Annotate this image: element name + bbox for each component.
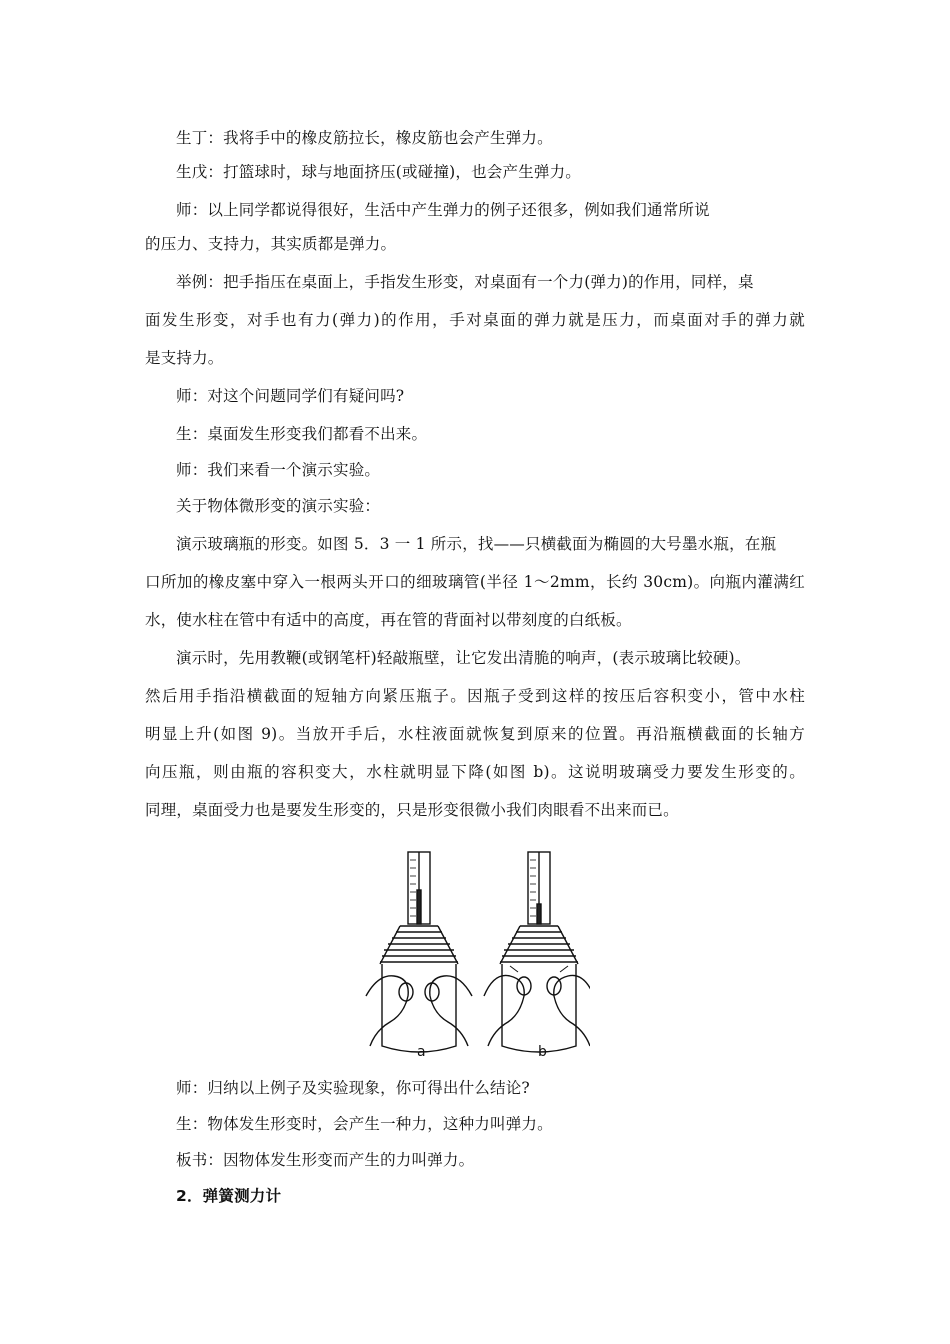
bottle-a-drawing [366,852,472,1052]
figure-label-b: b [538,1044,547,1060]
paragraph-example-line2: 面发生形变，对手也有力(弹力)的作用，手对桌面的弹力就是压力，而桌面对手的弹力就 [145,311,805,329]
section-heading: 2．弹簧测力计 [176,1187,282,1205]
paragraph-bottle-line2: 口所加的橡皮塞中穿入一根两头开口的细玻璃管(半径 1～2mm，长约 30cm)。向瓶内灌满红 [145,573,805,591]
paragraph-procedure-line3: 明显上升(如图 9)。当放开手后，水柱液面就恢复到原来的位置。再沿瓶横截面的长轴方 [145,725,805,743]
paragraph-student-answer: 生：桌面发生形变我们都看不出来。 [176,425,428,443]
paragraph-example-line1: 举例：把手指压在桌面上，手指发生形变，对桌面有一个力(弹力)的作用，同样，桌 [176,273,754,291]
bottle-b-drawing [484,852,590,1052]
paragraph-example-line3: 是支持力。 [145,349,224,367]
paragraph-demo-title: 关于物体微形变的演示实验： [176,497,381,515]
bottle-deformation-figure [360,846,590,1064]
paragraph-teacher-summary: 师：归纳以上例子及实验现象，你可得出什么结论? [176,1079,530,1097]
paragraph-student-conclusion: 生：物体发生形变时，会产生一种力，这种力叫弹力。 [176,1115,553,1133]
paragraph-board-writing: 板书：因物体发生形变而产生的力叫弹力。 [176,1151,475,1169]
paragraph-procedure-line2: 然后用手指沿横截面的短轴方向紧压瓶子。因瓶子受到这样的按压后容积变小，管中水柱 [145,687,805,705]
bottle-illustration [360,846,590,1064]
paragraph-procedure-line5: 同理，桌面受力也是要发生形变的，只是形变很微小我们肉眼看不出来而已。 [145,801,679,819]
paragraph-bottle-line3: 水，使水柱在管中有适中的高度，再在管的背面衬以带刻度的白纸板。 [145,611,632,629]
paragraph-procedure-line4: 向压瓶，则由瓶的容积变大，水柱就明显下降(如图 b)。这说明玻璃受力要发生形变的。 [145,763,805,781]
paragraph-procedure-line1: 演示时，先用教鞭(或钢笔杆)轻敲瓶壁，让它发出清脆的响声，(表示玻璃比较硬)。 [176,649,751,667]
paragraph-teacher-demo: 师：我们来看一个演示实验。 [176,461,381,479]
paragraph-student-wu: 生戊：打篮球时，球与地面挤压(或碰撞)，也会产生弹力。 [176,163,581,181]
paragraph-teacher-line2: 的压力、支持力，其实质都是弹力。 [145,235,397,253]
paragraph-teacher-line1: 师：以上同学都说得很好，生活中产生弹力的例子还很多，例如我们通常所说 [176,201,710,219]
paragraph-student-ding: 生丁：我将手中的橡皮筋拉长，橡皮筋也会产生弹力。 [176,129,553,147]
paragraph-teacher-question: 师：对这个问题同学们有疑问吗? [176,387,405,405]
paragraph-bottle-line1: 演示玻璃瓶的形变。如图 5．3 一 1 所示，找——只横截面为椭圆的大号墨水瓶，在瓶 [176,535,777,553]
figure-label-a: a [417,1044,426,1060]
